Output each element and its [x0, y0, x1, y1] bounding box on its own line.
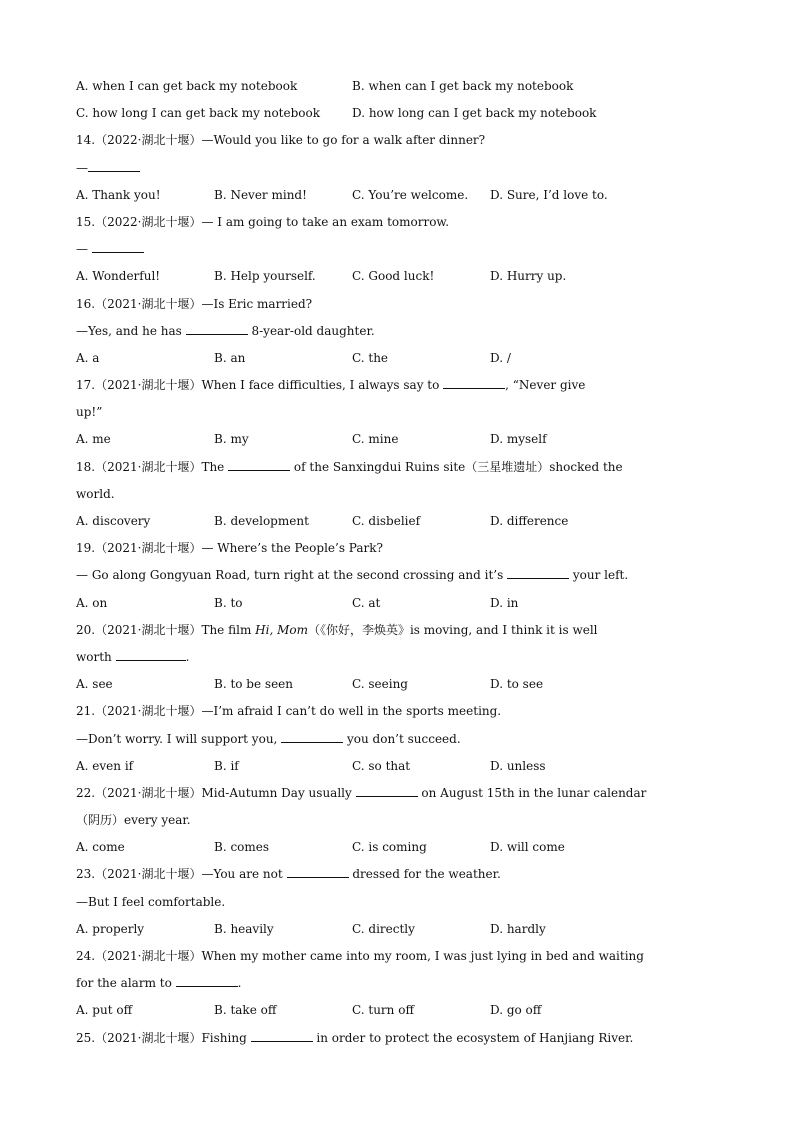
q21-option-d: D. unless: [490, 758, 546, 773]
q16-option-c: C. the: [352, 350, 389, 365]
q22-stem-cont: （阴历）every year.: [76, 813, 191, 828]
answer-blank[interactable]: [287, 865, 349, 878]
q20-option-b: B. to be seen: [214, 677, 293, 692]
q19-options: [76, 594, 716, 621]
q20-option-d: D. to see: [490, 677, 544, 692]
q15-option-c: C. Good luck!: [352, 269, 435, 284]
q24-options: [76, 1001, 716, 1028]
q22-options: [76, 838, 716, 865]
q13-options-row2: [76, 104, 716, 131]
q23-option-a: A. properly: [76, 921, 145, 936]
q21-options: [76, 757, 716, 784]
q17-stem-cont: up!”: [76, 405, 103, 420]
answer-blank[interactable]: [176, 974, 238, 987]
q24-stem-cont: for the alarm to .: [76, 976, 242, 991]
q15-options: [76, 267, 716, 294]
q16-stem: 16.（2021·湖北十堰）—Is Eric married?: [76, 296, 313, 311]
q18-options: [76, 512, 716, 539]
q15-option-d: D. Hurry up.: [490, 269, 567, 284]
q22-stem: 22.（2021·湖北十堰）Mid-Autumn Day usually on August 15th in the lunar calendar: [76, 785, 647, 800]
q13-option-b: B. when can I get back my notebook: [352, 79, 574, 93]
q13-option-d: D. how long can I get back my notebook: [352, 106, 597, 121]
q22-option-d: D. will come: [490, 840, 565, 855]
q13-option-c: C. how long I can get back my notebook: [76, 106, 320, 121]
answer-blank[interactable]: [507, 566, 569, 579]
answer-blank[interactable]: [251, 1029, 313, 1042]
q24-option-a: A. put off: [76, 1003, 133, 1018]
q22-option-a: A. come: [76, 840, 125, 855]
q14-stem: 14.（2022·湖北十堰）—Would you like to go for a walk after dinner?: [76, 133, 486, 148]
q24-option-c: C. turn off: [352, 1003, 414, 1018]
q18-option-d: D. difference: [490, 514, 569, 528]
q23-option-c: C. directly: [352, 921, 415, 936]
q13-options-row1: [76, 77, 716, 104]
q20-stem-cont: worth .: [76, 649, 190, 664]
exam-document: [76, 77, 716, 1056]
q18-option-b: B. development: [214, 514, 309, 528]
q21-option-c: C. so that: [352, 758, 411, 773]
q19-option-d: D. in: [490, 595, 519, 610]
q23-option-d: D. hardly: [490, 921, 546, 936]
q22-option-b: B. comes: [214, 840, 270, 855]
q16-option-b: B. an: [214, 350, 246, 365]
q23-reply: —But I feel comfortable.: [76, 894, 226, 909]
q18-option-a: A. discovery: [76, 514, 151, 528]
q24-stem: 24.（2021·湖北十堰）When my mother came into my room, I was just lying in bed and waiting: [76, 949, 644, 963]
q21-option-a: A. even if: [76, 758, 134, 773]
answer-blank[interactable]: [186, 322, 248, 335]
q14-option-c: C. You’re welcome.: [352, 187, 469, 202]
q17-option-b: B. my: [214, 432, 249, 447]
q14-options: [76, 186, 716, 213]
q18-option-c: C. disbelief: [352, 514, 421, 528]
q19-reply: — Go along Gongyuan Road, turn right at the second crossing and it’s your left.: [76, 568, 629, 583]
q21-reply: —Don’t worry. I will support you, you don’t succeed.: [76, 731, 461, 746]
q19-stem: 19.（2021·湖北十堰）— Where’s the People’s Park?: [76, 541, 383, 556]
q20-options: [76, 675, 716, 702]
q22-option-c: C. is coming: [352, 840, 427, 855]
answer-blank[interactable]: [88, 159, 140, 172]
answer-blank[interactable]: [443, 376, 505, 389]
q23-options: [76, 920, 716, 947]
q17-options: [76, 430, 716, 457]
q21-stem: 21.（2021·湖北十堰）—I’m afraid I can’t do well in the sports meeting.: [76, 704, 502, 719]
answer-blank[interactable]: [92, 240, 144, 253]
q15-option-b: B. Help yourself.: [214, 269, 316, 284]
q18-stem-cont: world.: [76, 486, 115, 501]
q24-option-b: B. take off: [214, 1003, 277, 1018]
q15-stem: 15.（2022·湖北十堰）— I am going to take an exam tomorrow.: [76, 214, 450, 229]
q14-option-d: D. Sure, I’d love to.: [490, 187, 608, 202]
q16-options: [76, 349, 716, 376]
answer-blank[interactable]: [356, 784, 418, 797]
q14-reply: —: [76, 159, 716, 186]
q15-option-a: A. Wonderful!: [76, 269, 161, 284]
q21-option-b: B. if: [214, 758, 239, 773]
q14-option-a: A. Thank you!: [76, 187, 161, 202]
q19-option-b: B. to: [214, 595, 243, 610]
q16-option-a: A. a: [76, 350, 100, 365]
q17-option-d: D. myself: [490, 432, 547, 447]
q23-stem: 23.（2021·湖北十堰）—You are not dressed for the weather.: [76, 867, 501, 882]
q13-option-a: A. when I can get back my notebook: [76, 79, 298, 93]
film-title: Hi, Mom: [255, 622, 308, 637]
q24-option-d: D. go off: [490, 1003, 542, 1018]
answer-blank[interactable]: [228, 458, 290, 471]
q15-reply: —: [76, 240, 716, 267]
q17-stem: 17.（2021·湖北十堰）When I face difficulties, I always say to , “Never give: [76, 378, 586, 393]
q20-stem: 20.（2021·湖北十堰）The film Hi, Mom（《你好，李焕英》is moving, and I think it is well: [76, 622, 598, 637]
q18-stem: 18.（2021·湖北十堰）The of the Sanxingdui Ruins site（三星堆遗址）shocked the: [76, 459, 623, 474]
q19-option-c: C. at: [352, 595, 381, 610]
q19-option-a: A. on: [76, 595, 108, 610]
q23-option-b: B. heavily: [214, 921, 274, 936]
q25-stem: 25.（2021·湖北十堰）Fishing in order to protect the ecosystem of Hanjiang River.: [76, 1030, 634, 1045]
q20-option-c: C. seeing: [352, 677, 408, 692]
q16-reply: —Yes, and he has 8-year-old daughter.: [76, 323, 375, 338]
q16-option-d: D. /: [490, 350, 511, 365]
q14-option-b: B. Never mind!: [214, 187, 307, 202]
answer-blank[interactable]: [116, 648, 186, 661]
q20-option-a: A. see: [76, 677, 113, 692]
q17-option-c: C. mine: [352, 432, 399, 447]
answer-blank[interactable]: [281, 730, 343, 743]
q17-option-a: A. me: [76, 432, 111, 447]
